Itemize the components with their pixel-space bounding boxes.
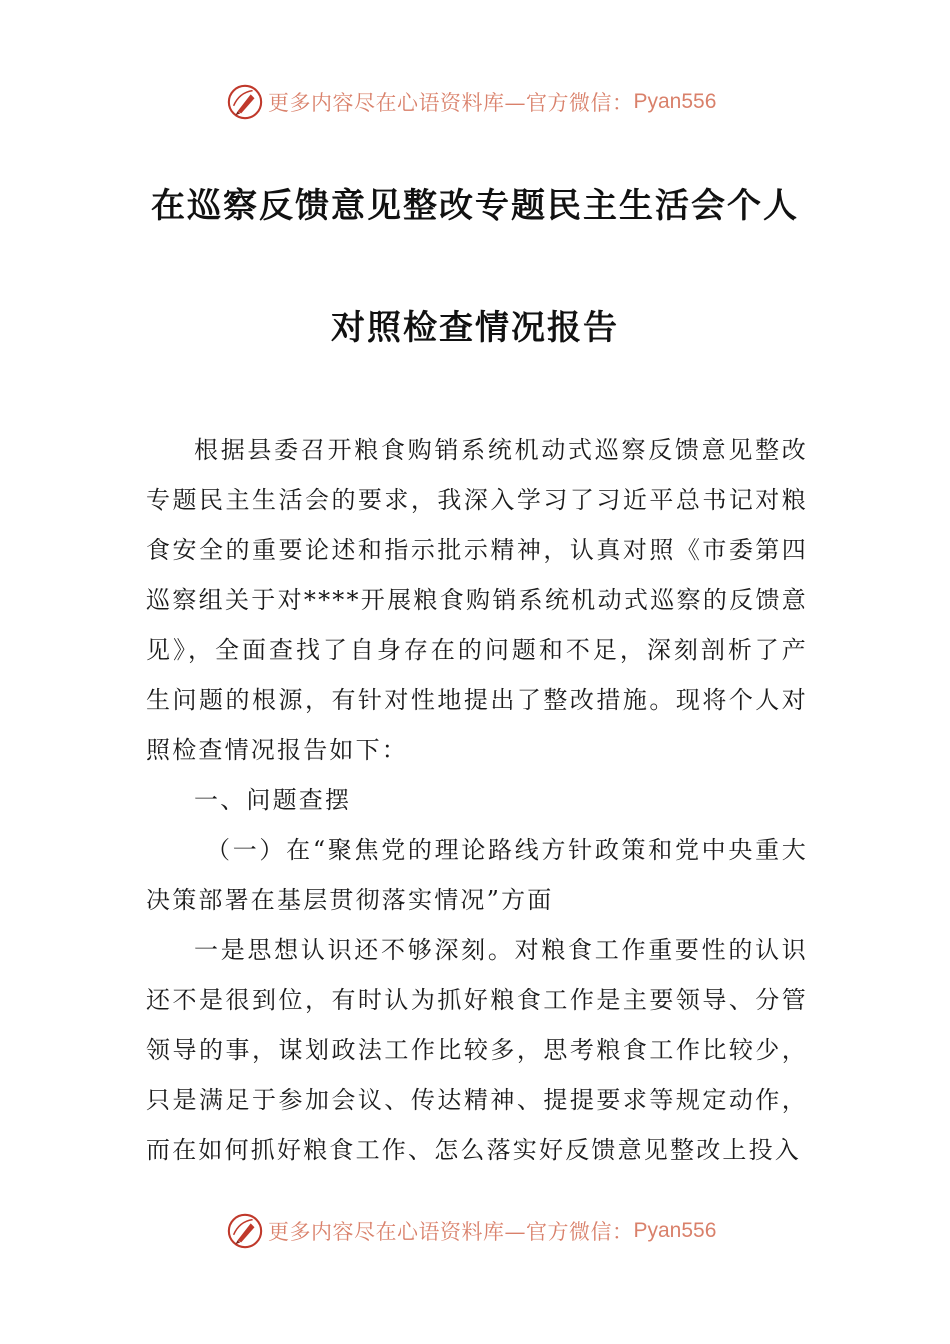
watermark-handle: Pyan556 xyxy=(633,1219,717,1242)
watermark-banner-top xyxy=(226,82,716,122)
watermark-banner-bottom xyxy=(226,1211,716,1251)
point-paragraph: 一是思想认识还不够深刻。对粮食工作重要性的认识还不是很到位，有时认为抓好粮食工作是主要领导、分管领导的事，谋划政法工作比较多，思考粮食工作比较少，只是满足于参加会议、传达精神、提提要求等规定动作，而在如何抓好粮食工作、怎么落实好反馈意见整改上投入 xyxy=(146,936,808,1164)
pen-nib-icon xyxy=(226,83,264,121)
document-title-line-1: 在巡察反馈意见整改专题民主生活会个人 xyxy=(151,186,799,226)
document-body xyxy=(146,425,808,1175)
intro-paragraph: 根据县委召开粮食购销系统机动式巡察反馈意见整改专题民主生活会的要求，我深入学习了习近平总书记对粮食安全的重要论述和指示批示精神，认真对照《市委第四巡察组关于对****开展粮食购销系统机动式巡察的反馈意见》，全面查找了自身存在的问题和不足，深刻剖析了产生问题的根源，有针对性地提出了整改措施。现将个人对照检查情况报告如下： xyxy=(146,436,808,764)
subsection-heading: （一）在“聚焦党的理论路线方针政策和党中央重大决策部署在基层贯彻落实情况”方面 xyxy=(146,836,808,914)
document-title-line-2: 对照检查情况报告 xyxy=(331,308,619,348)
watermark-text: 更多内容尽在心语资料库—官方微信： xyxy=(268,1220,634,1244)
watermark-handle: Pyan556 xyxy=(633,90,717,113)
watermark-text: 更多内容尽在心语资料库—官方微信： xyxy=(268,91,634,115)
pen-nib-icon xyxy=(226,1212,264,1250)
section-heading: 一、问题查摆 xyxy=(194,786,352,814)
